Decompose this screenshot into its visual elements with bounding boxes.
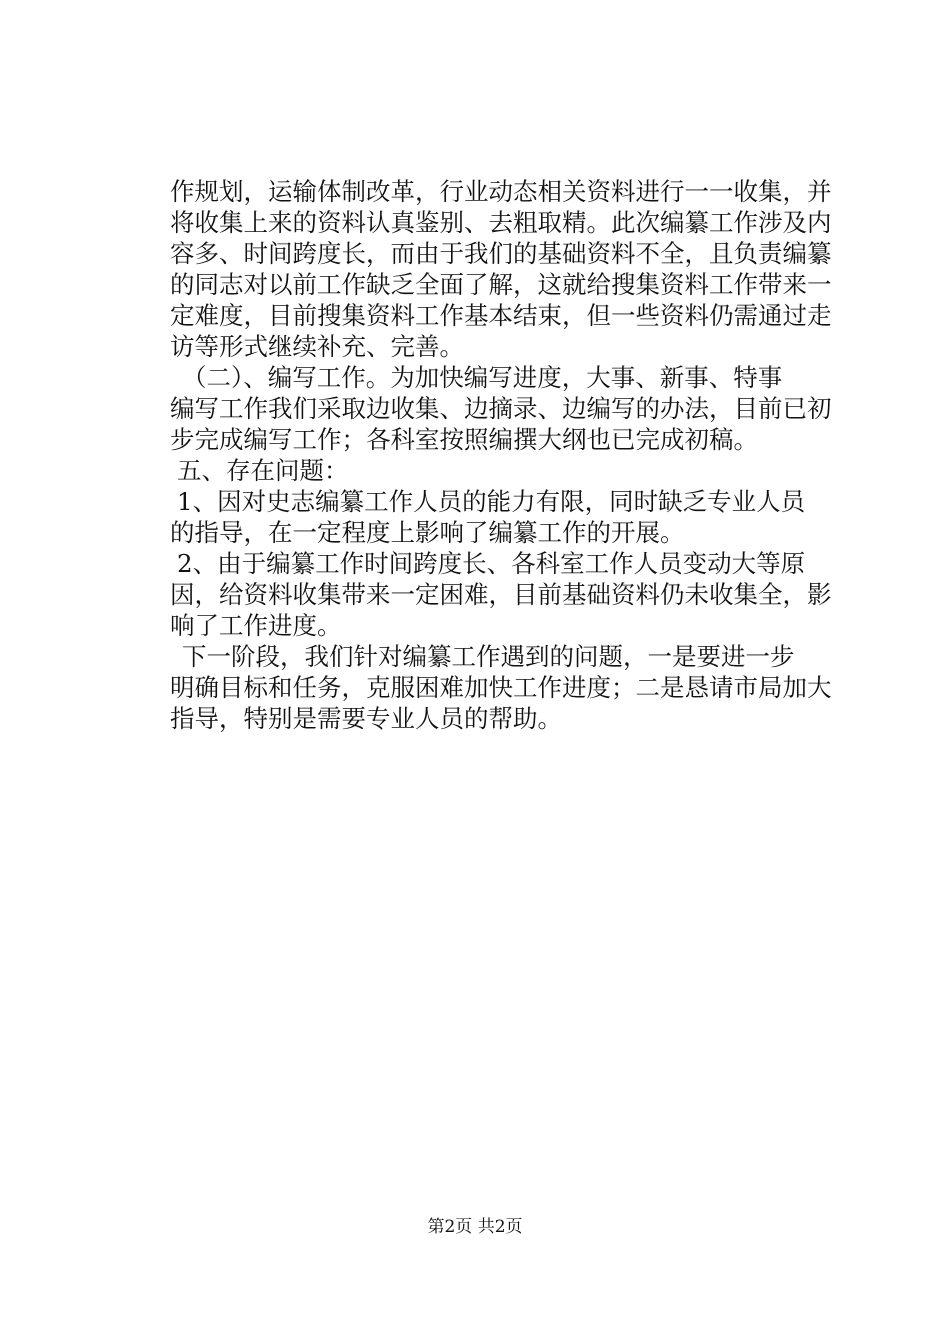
body-text-line: 编写工作我们采取边收集、边摘录、边编写的办法，目前已初: [170, 394, 832, 423]
body-text-line: 访等形式继续补充、完善。: [170, 332, 464, 361]
body-text-line: 定难度，目前搜集资料工作基本结束，但一些资料仍需通过走: [170, 301, 832, 330]
section-heading-problems: 五、存在问题：: [177, 456, 349, 485]
next-stage-paragraph: 下一阶段，我们针对编纂工作遇到的问题，一是要进一步: [182, 642, 795, 671]
body-text-line: 的同志对以前工作缺乏全面了解，这就给搜集资料工作带来一: [170, 270, 832, 299]
body-text-line: 指导，特别是需要专业人员的帮助。: [170, 704, 562, 733]
body-text-line: 响了工作进度。: [170, 611, 342, 640]
body-text-line: 将收集上来的资料认真鉴别、去粗取精。此次编纂工作涉及内: [170, 208, 832, 237]
page-footer: 第2页 共2页: [427, 1217, 523, 1237]
list-item-1: 1、因对史志编纂工作人员的能力有限，同时缺乏专业人员: [177, 487, 806, 516]
body-text-line: 步完成编写工作；各科室按照编撰大纲也已完成初稿。: [170, 425, 758, 454]
section-heading-writing: （二）、编写工作。为加快编写进度，大事、新事、特事: [182, 363, 783, 392]
body-text-line: 作规划，运输体制改革，行业动态相关资料进行一一收集，并: [170, 177, 832, 206]
body-text-line: 容多、时间跨度长，而由于我们的基础资料不全，且负责编纂: [170, 239, 832, 268]
body-text-line: 明确目标和任务，克服困难加快工作进度；二是恳请市局加大: [170, 673, 832, 702]
list-item-2: 2、由于编纂工作时间跨度长、各科室工作人员变动大等原: [177, 549, 806, 578]
body-text-line: 因，给资料收集带来一定困难，目前基础资料仍未收集全，影: [170, 580, 832, 609]
body-text-line: 的指导，在一定程度上影响了编纂工作的开展。: [170, 518, 685, 547]
